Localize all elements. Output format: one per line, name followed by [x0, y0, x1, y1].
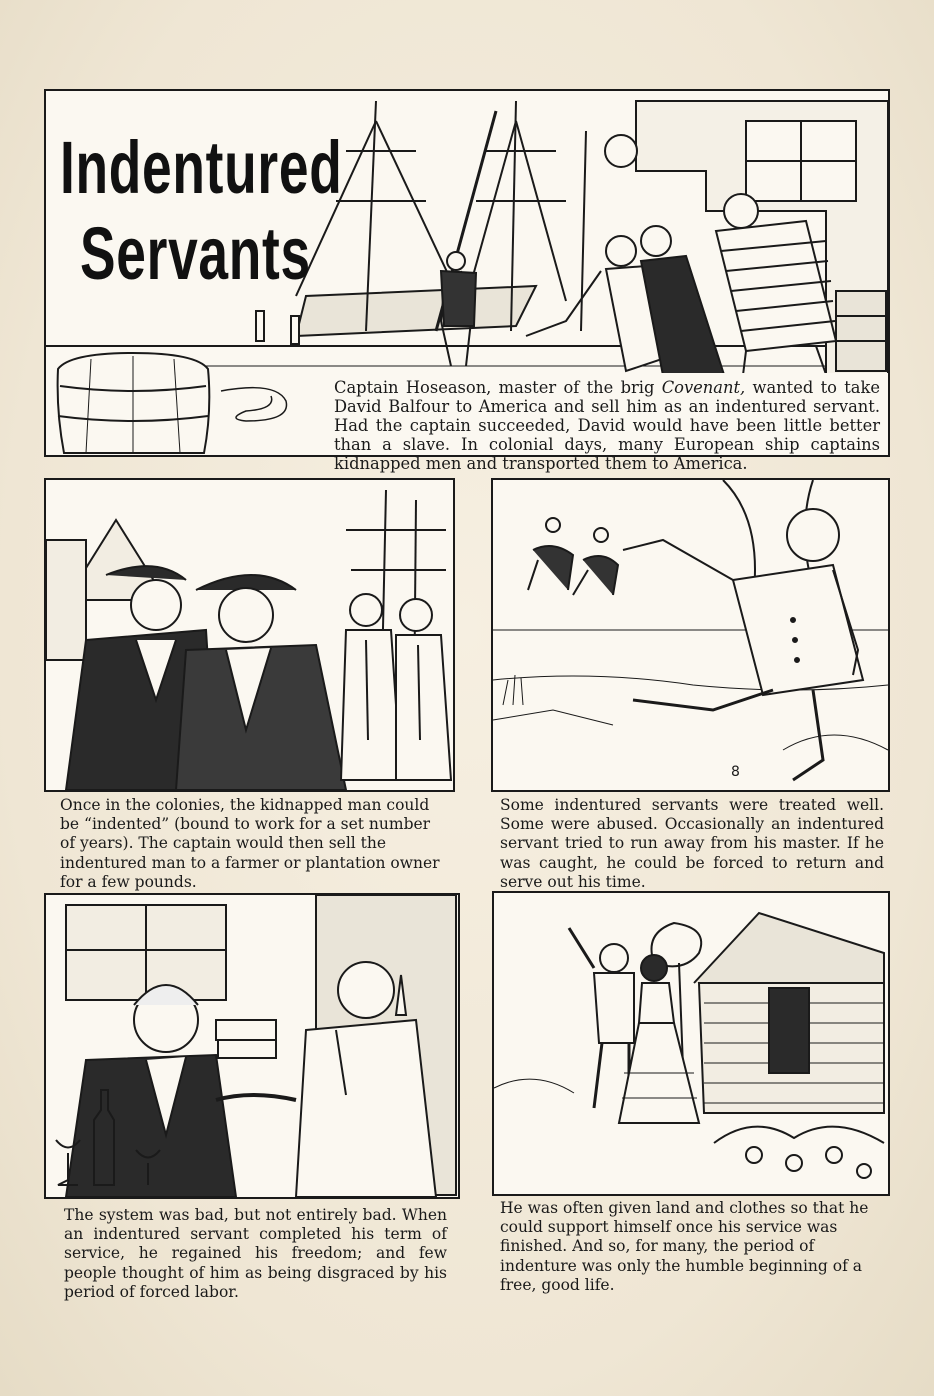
panel-4-caption: He was often given land and clothes so that he could support himself once his service was finished. And so, for many, the period of indenture was only the humble beginning of a free, good life.	[500, 1199, 869, 1294]
captain-selling-man-illustration	[46, 480, 453, 790]
handshake-illustration	[46, 895, 458, 1197]
runaway-servant-illustration	[493, 480, 888, 790]
panel-freedom-handshake-illustration	[44, 893, 460, 1199]
panel-colonies-sale-illustration	[44, 478, 455, 792]
artist-mark: 8	[731, 764, 740, 780]
panel-2-caption: Some indentured servants were treated well. Some were abused. Occasionally an indentured servant tried to run away from his master. If he was caught, he could be forced to return and serve out his time.	[500, 796, 884, 891]
top-caption	[334, 378, 880, 473]
panel-1-caption: Once in the colonies, the kidnapped man could be “indented” (bound to work for a set number of years). The captain would then sell the indentured man to a farmer or plantation owner for a few pounds.	[60, 796, 440, 891]
page-title-line-2: Servants	[80, 212, 311, 295]
log-cabin-couple-illustration	[494, 893, 888, 1194]
panel-3-caption: The system was bad, but not entirely bad. When an indentured servant completed his term of service, he regained his freedom; and few people thought of him as being disgraced by his period of forced labor.	[64, 1206, 447, 1301]
panel-new-life-illustration	[492, 891, 890, 1196]
top-caption-text-2: wanted to take David Balfour to America and sell him as an indentured servant. Had the captain succeeded, David would have been little better than a slave. In colonial days, many European ship captains kidnapped men and transported them to America.	[334, 378, 880, 473]
panel-runaway-illustration	[491, 478, 890, 792]
ship-name: Covenant,	[661, 378, 746, 397]
top-illustration-panel	[44, 89, 890, 473]
top-caption-text-1: Captain Hoseason, master of the brig	[334, 378, 662, 397]
page-title-line-1: Indentured	[60, 126, 343, 209]
